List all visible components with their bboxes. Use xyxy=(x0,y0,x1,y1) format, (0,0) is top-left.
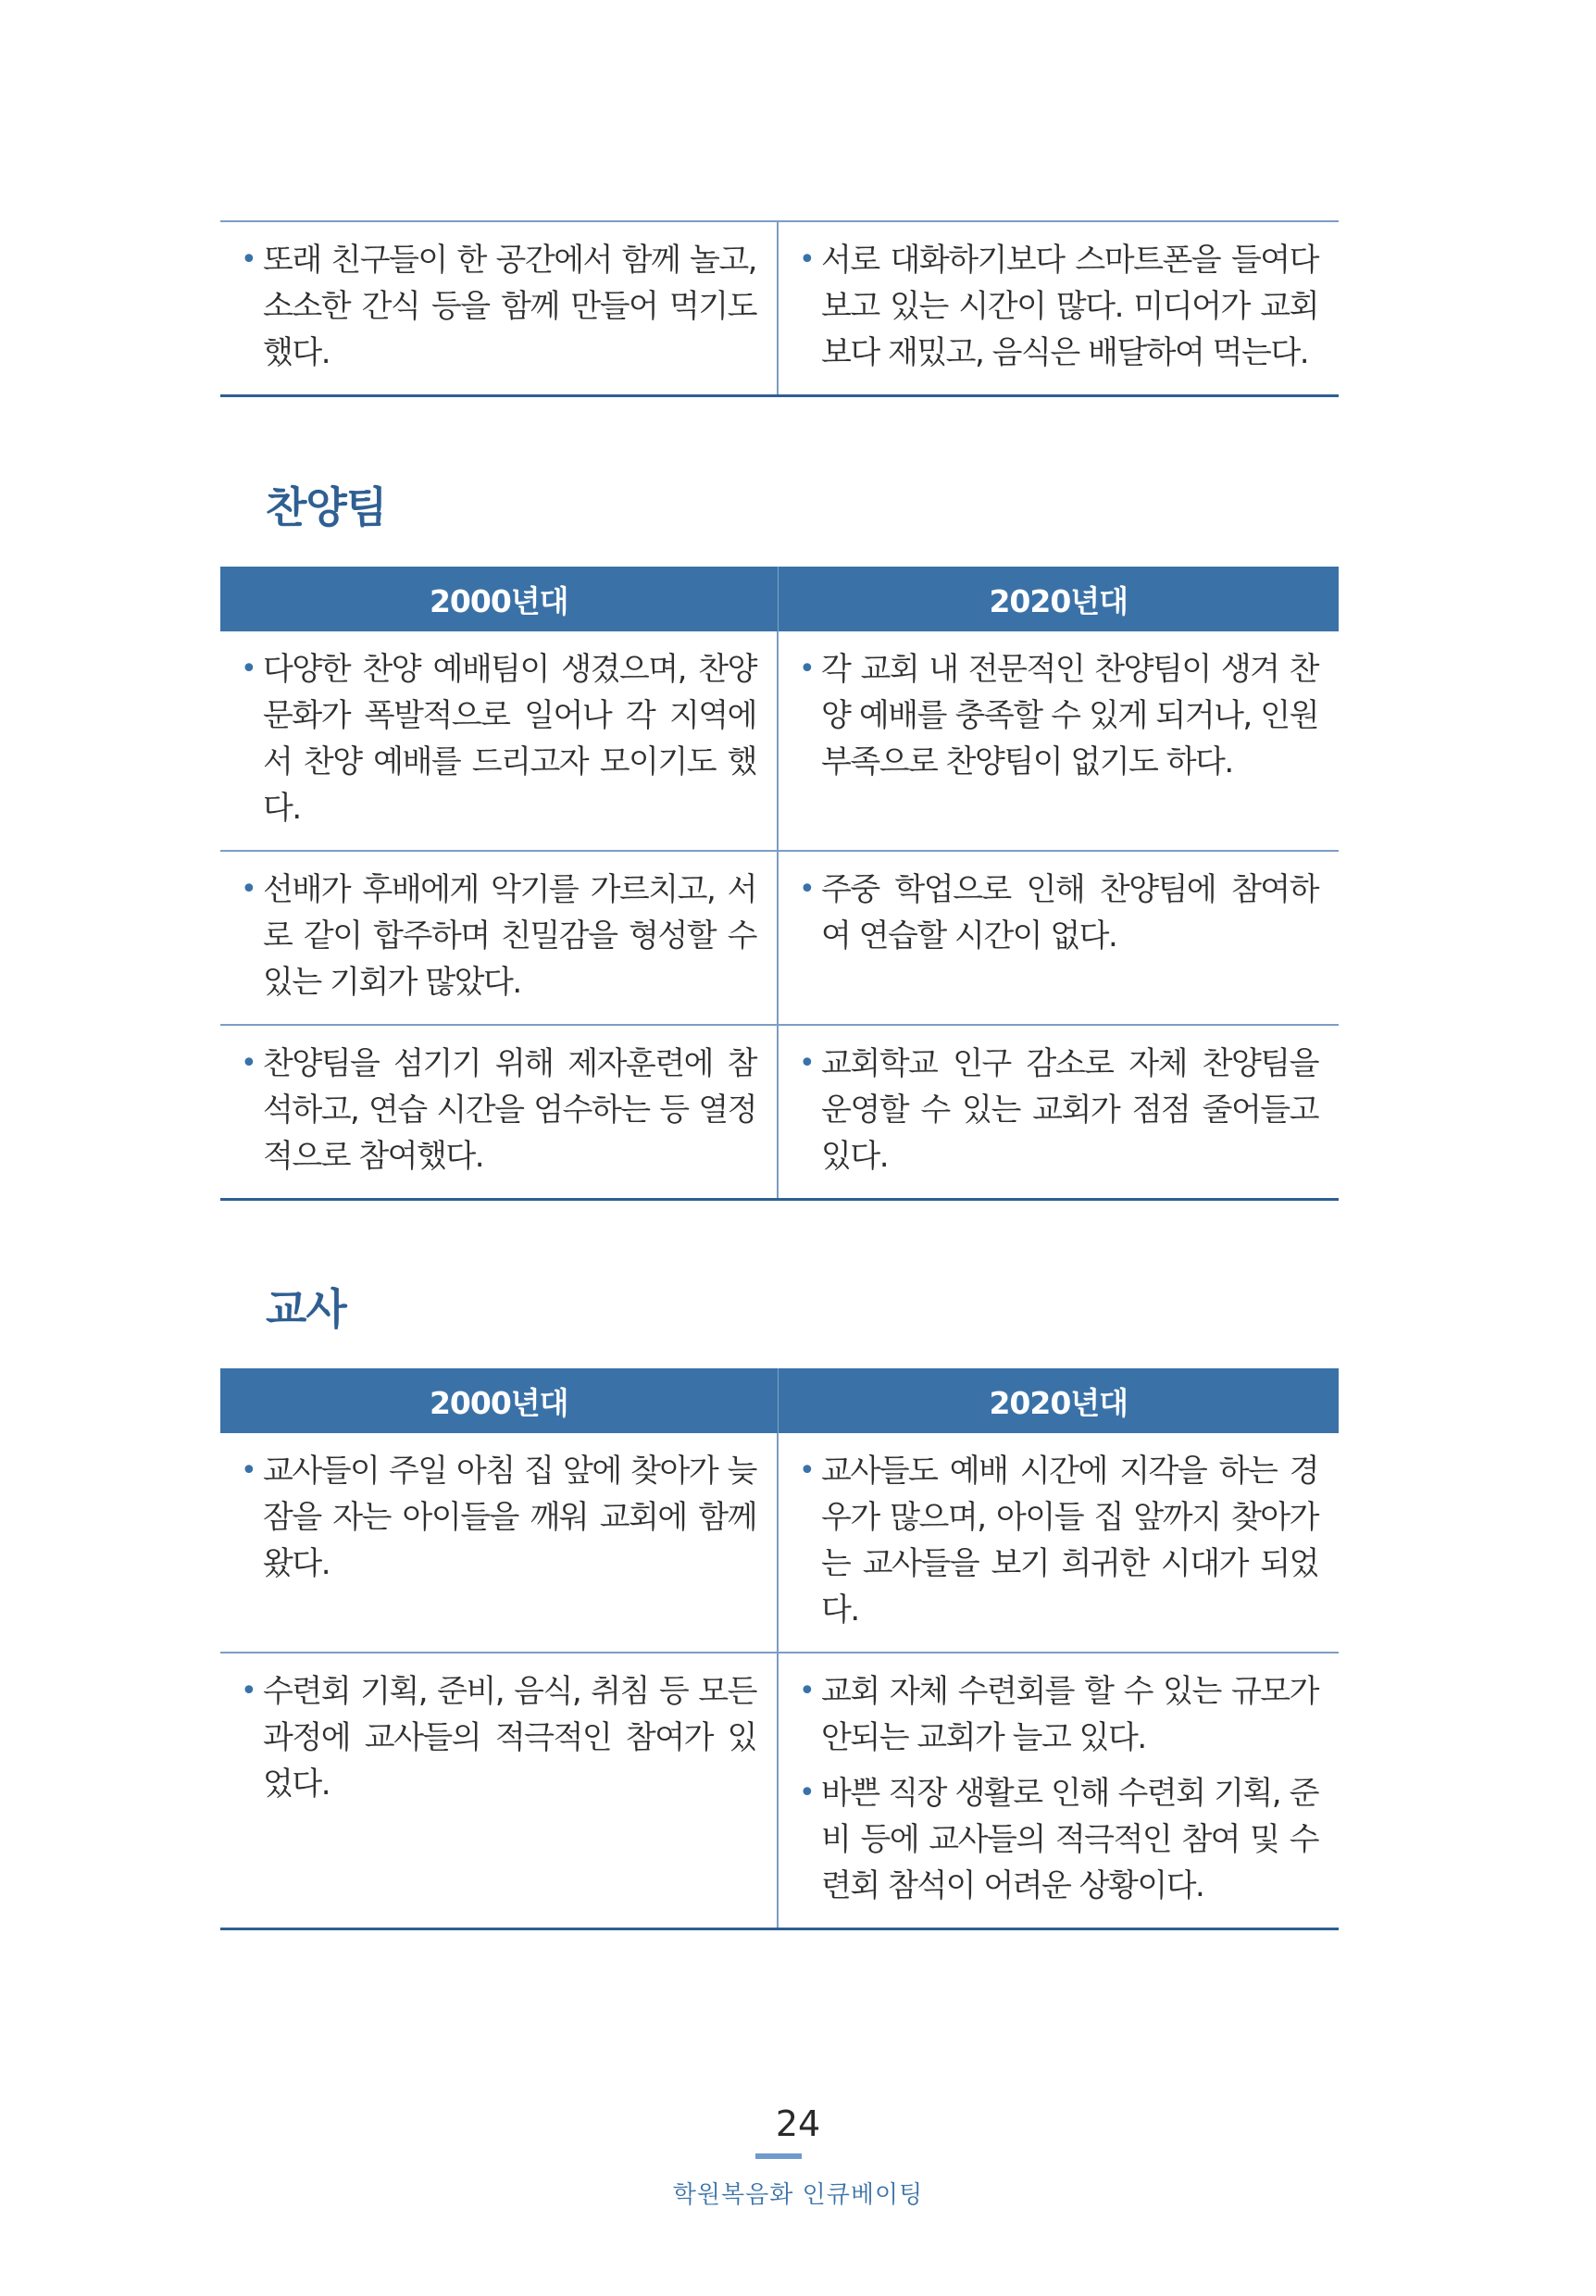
column-header-2020s: 2020년대 xyxy=(778,1368,1339,1433)
book-title: 학원복음화 인큐베이팅 xyxy=(672,2181,924,2209)
section-title-praise-team: 찬양팀 xyxy=(266,482,387,532)
table-row xyxy=(220,1433,1339,1653)
bullet-item: • 서로 대화하기보다 스마트폰을 들여다보고 있는 시간이 많다. 미디어가 교회보다 재밌고, 음식은 배달하여 먹는다. xyxy=(799,237,1318,376)
bullet-item: • 수련회 기획, 준비, 음식, 취침 등 모든 과정에 교사들의 적극적인 참여가 있었다. xyxy=(241,1668,756,1807)
bullet-item: • 또래 친구들이 한 공간에서 함께 놀고, 소소한 간식 등을 함께 만들어 먹기도 했다. xyxy=(241,237,756,376)
bullet-icon: • xyxy=(799,1777,815,1809)
bullet-item: • 주중 학업으로 인해 찬양팀에 참여하여 연습할 시간이 없다. xyxy=(799,867,1318,959)
bullet-icon: • xyxy=(799,1675,815,1707)
table-row xyxy=(220,221,1339,396)
cell-2000s xyxy=(220,1653,778,1929)
bullet-icon: • xyxy=(241,873,256,905)
bullet-item: • 교사들이 주일 아침 집 앞에 찾아가 늦잠을 자는 아이들을 깨워 교회에 함께 왔다. xyxy=(241,1448,756,1587)
header-row xyxy=(220,1368,1339,1433)
cell-2020s xyxy=(778,851,1339,1025)
table-row xyxy=(220,851,1339,1025)
teachers-table xyxy=(220,1368,1339,1930)
cell-2020s xyxy=(778,631,1339,851)
bullet-icon: • xyxy=(799,1454,815,1487)
bullet-icon: • xyxy=(799,1047,815,1079)
bullet-item: • 각 교회 내 전문적인 찬양팀이 생겨 찬양 예배를 충족할 수 있게 되거나, 인원 부족으로 찬양팀이 없기도 하다. xyxy=(799,646,1318,785)
cell-2020s xyxy=(778,1025,1339,1200)
cell-2000s xyxy=(220,1025,778,1200)
bullet-icon: • xyxy=(241,1675,256,1707)
continuation-table xyxy=(220,220,1339,397)
page-number-underline xyxy=(755,2153,802,2159)
bullet-item: • 다양한 찬양 예배팀이 생겼으며, 찬양문화가 폭발적으로 일어나 각 지역에서 찬양 예배를 드리고자 모이기도 했다. xyxy=(241,646,756,831)
cell-2000s xyxy=(220,631,778,851)
bullet-icon: • xyxy=(241,1454,256,1487)
section-title-teachers: 교사 xyxy=(266,1284,346,1334)
table-row xyxy=(220,1025,1339,1200)
praise-team-table xyxy=(220,567,1339,1201)
bullet-item: • 바쁜 직장 생활로 인해 수련회 기획, 준비 등에 교사들의 적극적인 참여 및 수련회 참석이 어려운 상황이다. xyxy=(799,1770,1318,1909)
table-row xyxy=(220,1653,1339,1929)
cell-2000s xyxy=(220,851,778,1025)
bullet-icon: • xyxy=(799,653,815,685)
bullet-item: • 교회 자체 수련회를 할 수 있는 규모가 안되는 교회가 늘고 있다. xyxy=(799,1668,1318,1761)
cell-2020s xyxy=(778,1653,1339,1929)
bullet-item: • 교사들도 예배 시간에 지각을 하는 경우가 많으며, 아이들 집 앞까지 찾아가는 교사들을 보기 희귀한 시대가 되었다. xyxy=(799,1448,1318,1633)
cell-2020s xyxy=(778,1433,1339,1653)
cell-2020s xyxy=(778,221,1339,396)
column-header-2000s: 2000년대 xyxy=(220,567,778,631)
column-header-2020s: 2020년대 xyxy=(778,567,1339,631)
bullet-icon: • xyxy=(241,1047,256,1079)
bullet-icon: • xyxy=(799,873,815,905)
bullet-item: • 선배가 후배에게 악기를 가르치고, 서로 같이 합주하며 친밀감을 형성할 수 있는 기회가 많았다. xyxy=(241,867,756,1005)
table-row xyxy=(220,631,1339,851)
page-number: 24 xyxy=(775,2103,821,2144)
bullet-item: • 교회학교 인구 감소로 자체 찬양팀을 운영할 수 있는 교회가 점점 줄어들고 있다. xyxy=(799,1041,1318,1179)
bullet-item: • 찬양팀을 섬기기 위해 제자훈련에 참석하고, 연습 시간을 엄수하는 등 열정적으로 참여했다. xyxy=(241,1041,756,1179)
bullet-icon: • xyxy=(241,653,256,685)
bullet-icon: • xyxy=(241,243,256,276)
bullet-icon: • xyxy=(799,243,815,276)
cell-2000s xyxy=(220,221,778,396)
cell-2000s xyxy=(220,1433,778,1653)
header-row xyxy=(220,567,1339,631)
column-header-2000s: 2000년대 xyxy=(220,1368,778,1433)
